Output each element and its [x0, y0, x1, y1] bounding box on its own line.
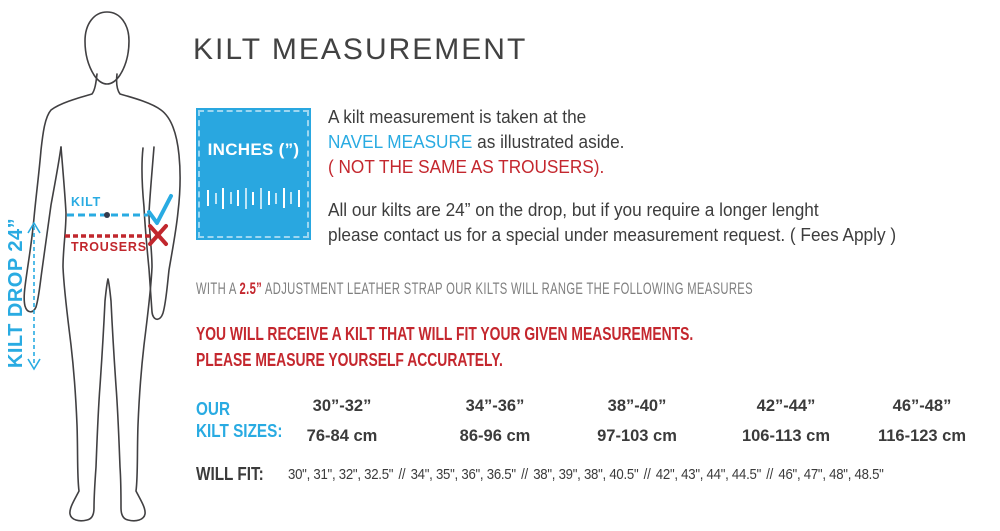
- kilt-measure-line: [67, 212, 148, 218]
- navel-measure-highlight: NAVEL MEASURE: [328, 131, 473, 152]
- intro-warning: ( NOT THE SAME AS TROUSERS).: [328, 156, 605, 177]
- strap-note-suffix: ADJUSTMENT LEATHER STRAP OUR KILTS WILL RANGE THE FOLLOWING MEASURES: [262, 280, 753, 298]
- head-outline: [85, 12, 129, 84]
- intro-line2-rest: as illustrated aside.: [472, 131, 625, 152]
- size-cm: 106-113 cm: [741, 427, 831, 445]
- cross-icon: [150, 226, 166, 244]
- will-fit-values: [288, 466, 884, 483]
- size-cm: 76-84 cm: [306, 427, 378, 445]
- drop-note-paragraph: [328, 197, 896, 247]
- size-inches: 34”-36”: [465, 397, 525, 415]
- size-cm: 116-123 cm: [877, 427, 967, 445]
- size-inches: 30”-32”: [312, 397, 372, 415]
- kilt-drop-label: KILT DROP 24”: [5, 217, 27, 369]
- intro-line1: A kilt measurement is taken at the: [328, 106, 587, 127]
- will-fit-separator: //: [643, 466, 651, 483]
- sizes-heading-line2: KILT SIZES:: [196, 421, 283, 441]
- fit-warning: [196, 321, 693, 373]
- sizes-heading-line1: OUR: [196, 399, 230, 419]
- will-fit-separator: //: [398, 466, 406, 483]
- strap-note-prefix: WITH A: [196, 280, 240, 298]
- will-fit-group: 34", 35", 36", 36.5": [410, 466, 516, 483]
- fit-warning-line1: YOU WILL RECEIVE A KILT THAT WILL FIT YOUR GIVEN MEASUREMENTS.: [196, 323, 694, 344]
- inches-box-label: INCHES (”): [207, 140, 300, 159]
- body-figure: [0, 0, 200, 531]
- size-inches: 42”-44”: [756, 397, 816, 415]
- left-arm-outline: [24, 74, 97, 312]
- will-fit-separator: //: [766, 466, 774, 483]
- navel-dot: [104, 212, 110, 218]
- intro-paragraph: [328, 104, 624, 179]
- check-icon: [149, 196, 171, 223]
- will-fit-label: WILL FIT:: [196, 464, 264, 484]
- size-column: [420, 397, 570, 446]
- will-fit-group: 38", 39", 38", 40.5": [533, 466, 639, 483]
- inches-measure-box: [196, 108, 311, 240]
- will-fit-group: 42", 43", 44", 44.5": [655, 466, 761, 483]
- strap-size-value: 2.5”: [239, 280, 263, 298]
- drop-note-line2: please contact us for a special under measurement request. ( Fees Apply ): [328, 224, 897, 245]
- size-column: [847, 397, 997, 446]
- size-inches: 46”-48”: [892, 397, 952, 415]
- will-fit-group: 30", 31", 32", 32.5": [288, 466, 394, 483]
- trousers-line-label: TROUSERS: [71, 240, 147, 254]
- size-column: [267, 397, 417, 446]
- size-cm: 86-96 cm: [459, 427, 531, 445]
- kilt-line-label: KILT: [71, 195, 102, 209]
- size-column: [711, 397, 861, 446]
- fit-warning-line2: PLEASE MEASURE YOURSELF ACCURATELY.: [196, 349, 503, 370]
- will-fit-group: 46", 47", 48", 48.5": [778, 466, 884, 483]
- ruler-icon: [207, 182, 300, 214]
- size-inches: 38”-40”: [607, 397, 667, 415]
- size-cm: 97-103 cm: [597, 427, 677, 445]
- page-title: KILT MEASUREMENT: [193, 33, 528, 66]
- will-fit-separator: //: [521, 466, 528, 483]
- drop-note-line1: All our kilts are 24” on the drop, but if you require a longer lenght: [328, 199, 819, 220]
- strap-note: [196, 280, 753, 299]
- size-column: [562, 397, 712, 446]
